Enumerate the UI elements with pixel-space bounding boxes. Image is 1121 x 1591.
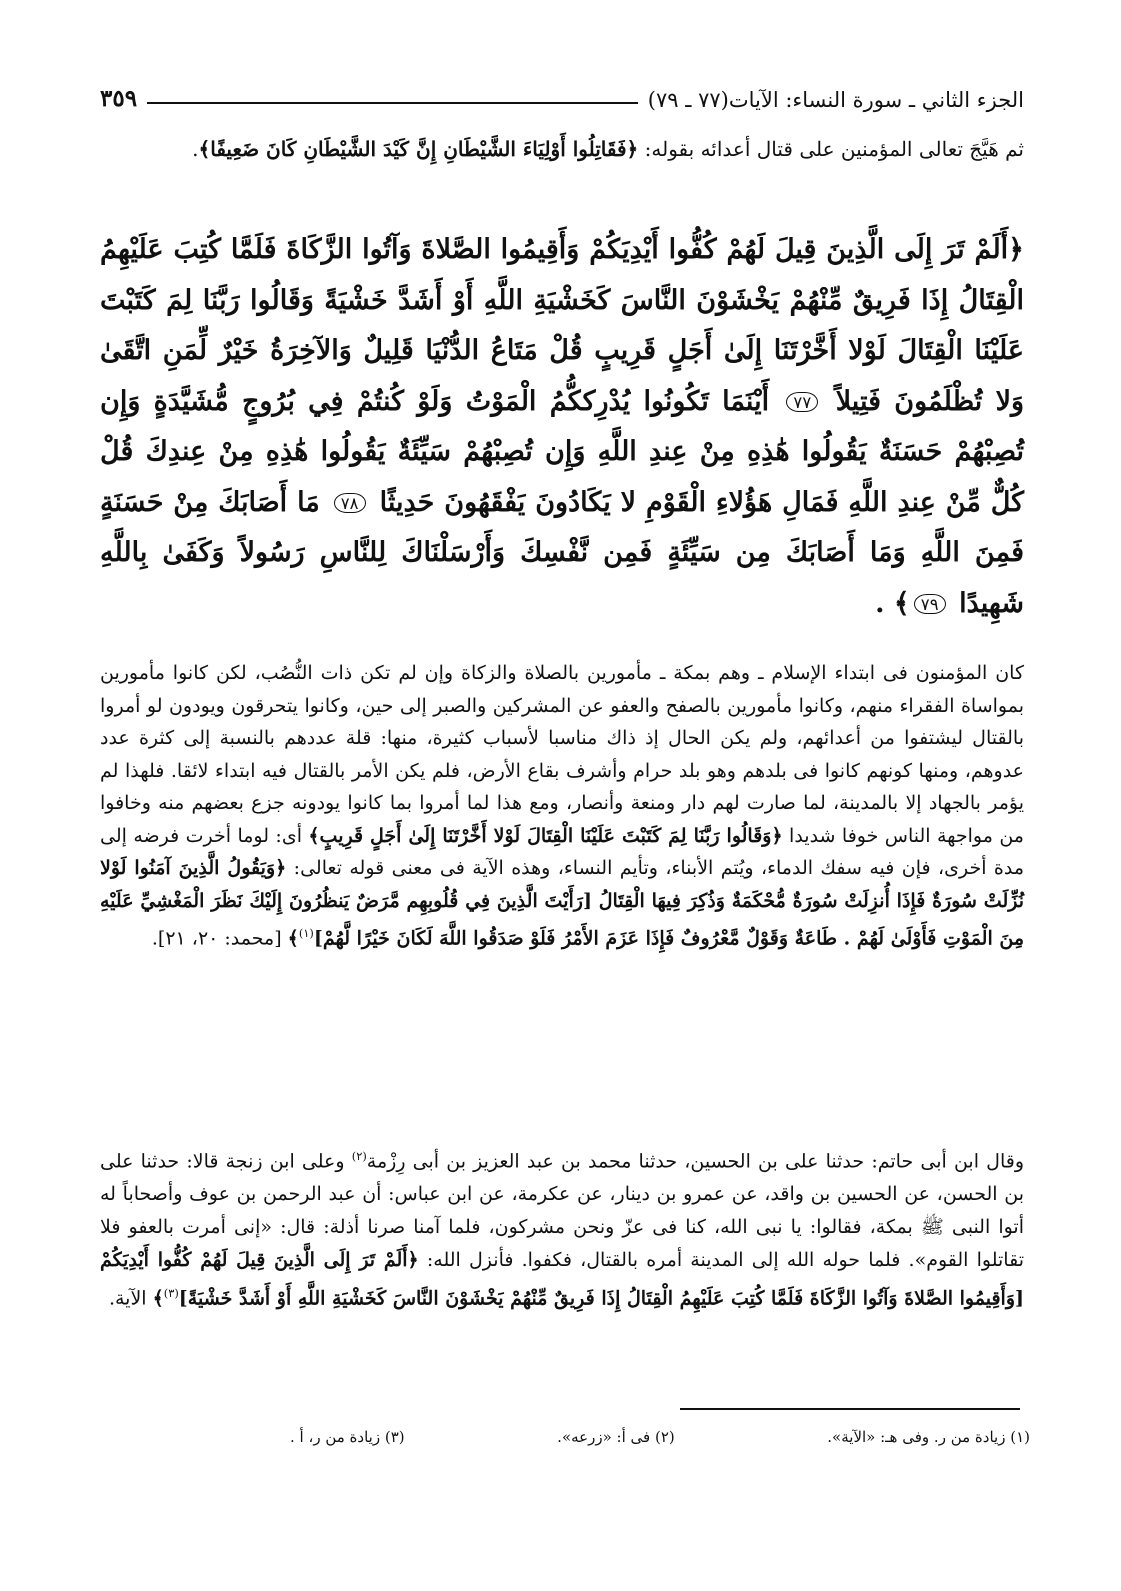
intro-paragraph [100, 130, 1024, 168]
para1-reference: [محمد: ٢٠، ٢١]. [151, 927, 282, 950]
chapter-title: الجزء الثاني ـ سورة النساء: الآيات(٧٧ ـ ٧٩) [647, 88, 1024, 112]
quran-verses-block [100, 225, 1024, 629]
intro-lead: ثم هَيَّجَ تعالى المؤمنين على قتال أعدائه بقوله: [644, 137, 1024, 161]
para1-quote-2-close: ﴾ [287, 927, 299, 950]
header-rule [147, 102, 638, 104]
commentary-paragraph-1 [100, 657, 1024, 955]
footnote-1: (١) زيادة من ر. وفى هـ: «الآية». [827, 1428, 1030, 1446]
running-header [100, 72, 1024, 112]
verse-78: أَيْنَمَا تَكُونُوا يُدْرِككُّمُ الْمَوْتُ وَلَوْ كُنتُمْ فِي بُرُوجٍ مُّشَيَّدَةٍ وَإِن تُصِبْهُمْ حَسَنَةٌ يَقُولُوا هَٰذِهِ مِنْ عِندِ اللَّهِ وَإِن تُصِبْهُمْ سَيِّئَةٌ يَقُولُوا هَٰذِهِ مِنْ عِندِكَ قُلْ كُلٌّ مِّنْ عِندِ اللَّهِ فَمَالِ هَؤُلاءِ الْقَوْمِ لا يَكَادُونَ يَفْقَهُونَ حَدِيثًا [100, 385, 1025, 518]
verse-79: مَا أَصَابَكَ مِنْ حَسَنَةٍ فَمِنَ اللَّهِ وَمَا أَصَابَكَ مِن سَيِّئَةٍ فَمِن نَّفْسِكَ وَأَرْسَلْنَاكَ لِلنَّاسِ رَسُولاً وَكَفَىٰ بِاللَّهِ شَهِيدًا [100, 486, 1024, 619]
footnotes [290, 1428, 1030, 1446]
footnote-separator [680, 1408, 1020, 1410]
para2-quote: ﴿أَلَمْ تَرَ إِلَى الَّذِينَ قِيلَ لَهُمْ كُفُّوا أَيْدِيَكُمْ [وَأَقِيمُوا الصَّلاةَ وَآتُوا الزَّكَاةَ فَلَمَّا كُتِبَ عَلَيْهِمُ الْقِتَالُ إِذَا فَرِيقٌ مِّنْهُمْ يَخْشَوْنَ النَّاسَ كَخَشْيَةِ اللَّهِ أَوْ أَشَدَّ خَشْيَةً] [100, 1249, 1024, 1310]
footnote-marker-1: (١) [298, 926, 314, 940]
verse-number-77: ٧٧ [786, 392, 818, 412]
para1-quote-2: ﴿وَيَقُولُ الَّذِينَ آمَنُوا لَوْلا نُزِّلَتْ سُورَةٌ فَإِذَا أُنزِلَتْ سُورَةٌ مُّحْكَمَةٌ وَذُكِرَ فِيهَا الْقِتَالُ [رَأَيْتَ الَّذِينَ فِي قُلُوبِهِم مَّرَضٌ يَنظُرُونَ إِلَيْكَ نَظَرَ الْمَغْشِيِّ عَلَيْهِ مِنَ الْمَوْتِ فَأَوْلَىٰ لَهُمْ . طَاعَةٌ وَقَوْلٌ مَّعْرُوفٌ فَإِذَا عَزَمَ الأَمْرُ فَلَوْ صَدَقُوا اللَّهَ لَكَانَ خَيْرًا لَّهُمْ] [100, 857, 1024, 950]
para1-quote-1: ﴿وَقَالُوا رَبَّنَا لِمَ كَتَبْتَ عَلَيْنَا الْقِتَالَ لَوْلا أَخَّرْتَنَا إِلَىٰ أَجَلٍ قَرِيبٍ﴾ [308, 824, 783, 847]
para2-end: الآية. [108, 1287, 147, 1310]
para2-text-1: وقال ابن أبى حاتم: حدثنا على بن الحسين، حدثنا محمد بن عبد العزيز بن أبى رِزْمة [366, 1150, 1024, 1173]
footnote-marker-2: (٢) [351, 1149, 367, 1163]
verse-number-79: ٧٩ [914, 594, 946, 614]
verses-close: ﴾ . [875, 587, 910, 619]
para1-text-1: كان المؤمنون فى ابتداء الإسلام ـ وهم بمكة ـ مأمورين بالصلاة والزكاة وإن لم تكن ذات النُّصُب، لكن كانوا مأمورين بمواساة الفقراء منهم، وكانوا مأمورين بالصفح والعفو عن المشركين والصبر إلى حين، وكانوا يتحرقون ويودون لو أمروا بالقتال ليشتفوا من أعدائهم، ولم يكن الحال إذ ذاك مناسبا لأسباب كثيرة، منها: قلة عددهم بالنسبة إلى كثرة عدد عدوهم، ومنها كونهم كانوا فى بلدهم وهو بلد حرام وأشرف بقاع الأرض، فلم يكن الأمر بالقتال فيه ابتداء لائقا. فلهذا لم يؤمر بالجهاد إلا بالمدينة، لما صارت لهم دار ومنعة وأنصار، ومع هذا لما أمروا بما كانوا يودونه جزع بعضهم منه وخافوا من مواجهة الناس خوفا شديدا [100, 662, 1024, 847]
footnote-3: (٣) زيادة من ر، أ . [290, 1428, 405, 1446]
para1-text-2: أى: لوما أخرت فرضه إلى مدة أخرى، فإن فيه سفك الدماء، ويُتم الأبناء، وتأيم النساء، وهذه الآية فى معنى قوله تعالى: [100, 824, 1024, 879]
commentary-paragraph-2 [100, 1140, 1024, 1316]
intro-quran-quote: ﴿فَقَاتِلُوا أَوْلِيَاءَ الشَّيْطَانِ إِنَّ كَيْدَ الشَّيْطَانِ كَانَ ضَعِيفًا﴾ [198, 137, 639, 161]
para2-quote-close: ﴾ [152, 1287, 164, 1310]
para2-text-2: وعلى ابن زنجة قالا: حدثنا على بن الحسن، عن الحسين بن واقد، عن عمرو بن دينار، عن عكرمة، عن ابن عباس: أن عبد الرحمن بن عوف وأصحاباً له أتوا النبى ﷺ بمكة، فقالوا: يا نبى الله، كنا فى عزّ ونحن مشركون، فلما آمنا صرنا أذلة: قال: «إنى أمرت بالعفو فلا تقاتلوا القوم». فلما حوله الله إلى المدينة أمره بالقتال، فكفوا. فأنزل الله: [100, 1150, 1024, 1272]
verse-number-78: ٧٨ [334, 493, 366, 513]
page-number: ٣٥٩ [100, 85, 138, 112]
footnote-marker-3: (٣) [163, 1286, 179, 1301]
intro-end: . [192, 137, 199, 161]
footnote-2: (٢) فى أ: «زرعه». [557, 1428, 675, 1446]
verse-77: ﴿أَلَمْ تَرَ إِلَى الَّذِينَ قِيلَ لَهُمْ كُفُّوا أَيْدِيَكُمْ وَأَقِيمُوا الصَّلاةَ وَآتُوا الزَّكَاةَ فَلَمَّا كُتِبَ عَلَيْهِمُ الْقِتَالُ إِذَا فَرِيقٌ مِّنْهُمْ يَخْشَوْنَ النَّاسَ كَخَشْيَةِ اللَّهِ أَوْ أَشَدَّ خَشْيَةً وَقَالُوا رَبَّنَا لِمَ كَتَبْتَ عَلَيْنَا الْقِتَالَ لَوْلا أَخَّرْتَنَا إِلَىٰ أَجَلٍ قَرِيبٍ قُلْ مَتَاعُ الدُّنْيَا قَلِيلٌ وَالآخِرَةُ خَيْرٌ لِّمَنِ اتَّقَىٰ وَلا تُظْلَمُونَ فَتِيلاً [100, 234, 1025, 417]
